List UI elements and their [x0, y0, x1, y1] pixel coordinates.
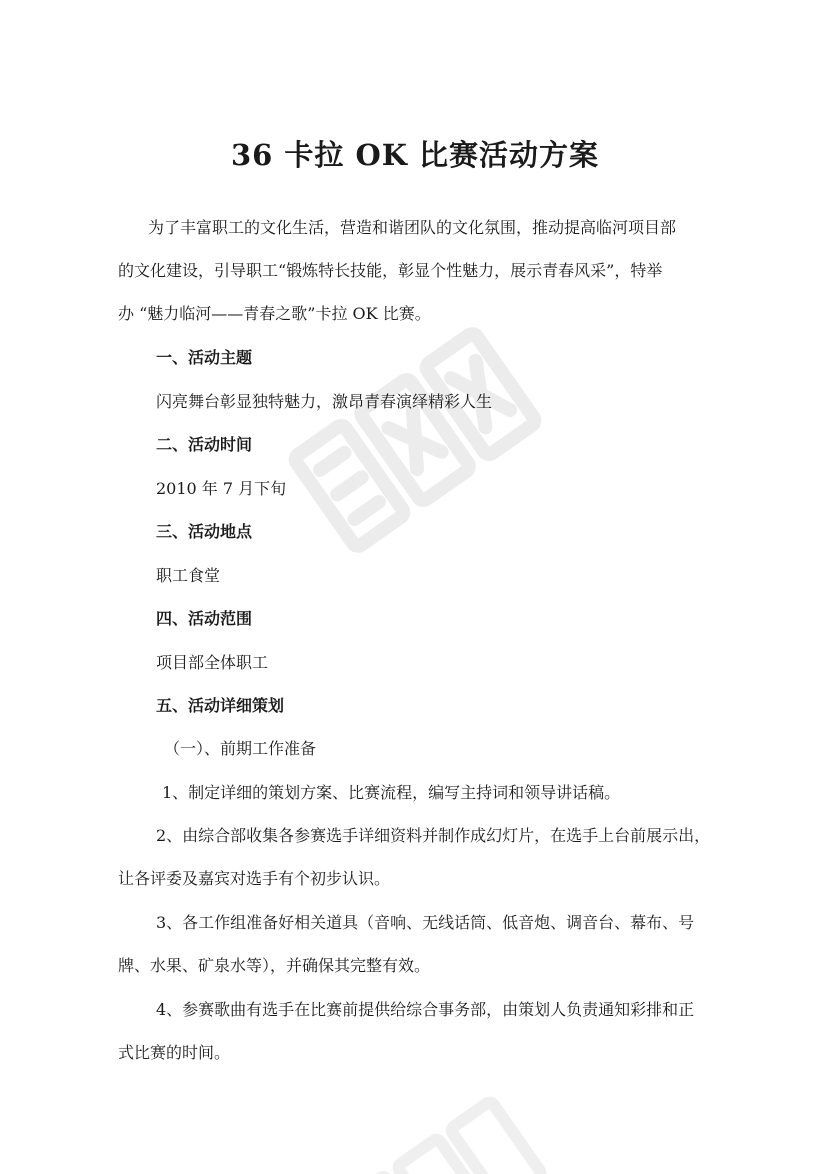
item-3 [118, 901, 718, 987]
item-4-line-2: 式比赛的时间。 [118, 1043, 231, 1062]
intro-paragraph [118, 206, 718, 335]
item-3-line-1: 3、各工作组准备好相关道具（音响、无线话筒、低音炮、调音台、幕布、号 [156, 913, 695, 932]
document-title: 36 卡拉 OK 比赛活动方案 [230, 138, 600, 172]
item-4-line-1: 4、参赛歌曲有选手在比赛前提供给综合事务部，由策划人负责通知彩排和正 [156, 1000, 695, 1019]
item-4 [118, 988, 718, 1074]
theme-text: 闪亮舞台彰显独特魅力，激昂青春演绎精彩人生 [156, 392, 493, 411]
time-text: 2010 年 7 月下旬 [156, 479, 287, 498]
item-3-line-2: 牌、水果、矿泉水等），并确保其完整有效。 [118, 956, 431, 975]
plan-heading: 五、活动详细策划 [156, 696, 285, 715]
scope-heading: 四、活动范围 [156, 609, 253, 628]
item-2-line-1: 2、由综合部收集各参赛选手详细资料并制作成幻灯片，在选手上台前展示出， [156, 826, 711, 845]
item-1: 1、制定详细的策划方案、比赛流程，编写主持词和领导讲话稿。 [162, 783, 621, 802]
place-text: 职工食堂 [156, 566, 221, 585]
intro-line-1: 为了丰富职工的文化生活，营造和谐团队的文化氛围，推动提高临河项目部 [148, 218, 677, 237]
watermark-fragment-icon [330, 1075, 550, 1174]
time-heading: 二、活动时间 [156, 435, 253, 454]
intro-line-3: 办 “魅力临河——青春之歌”卡拉 OK 比赛。 [118, 304, 431, 323]
theme-heading: 一、活动主题 [156, 348, 253, 367]
intro-line-2: 的文化建设，引导职工“锻炼特长技能，彰显个性魅力，展示青春风采”，特举 [118, 261, 663, 280]
scope-text: 项目部全体职工 [156, 653, 269, 672]
item-2-line-2: 让各评委及嘉宾对选手有个初步认识。 [118, 869, 391, 888]
item-2 [118, 814, 718, 900]
sub1-heading: （一）、前期工作准备 [164, 739, 317, 758]
place-heading: 三、活动地点 [156, 522, 253, 541]
